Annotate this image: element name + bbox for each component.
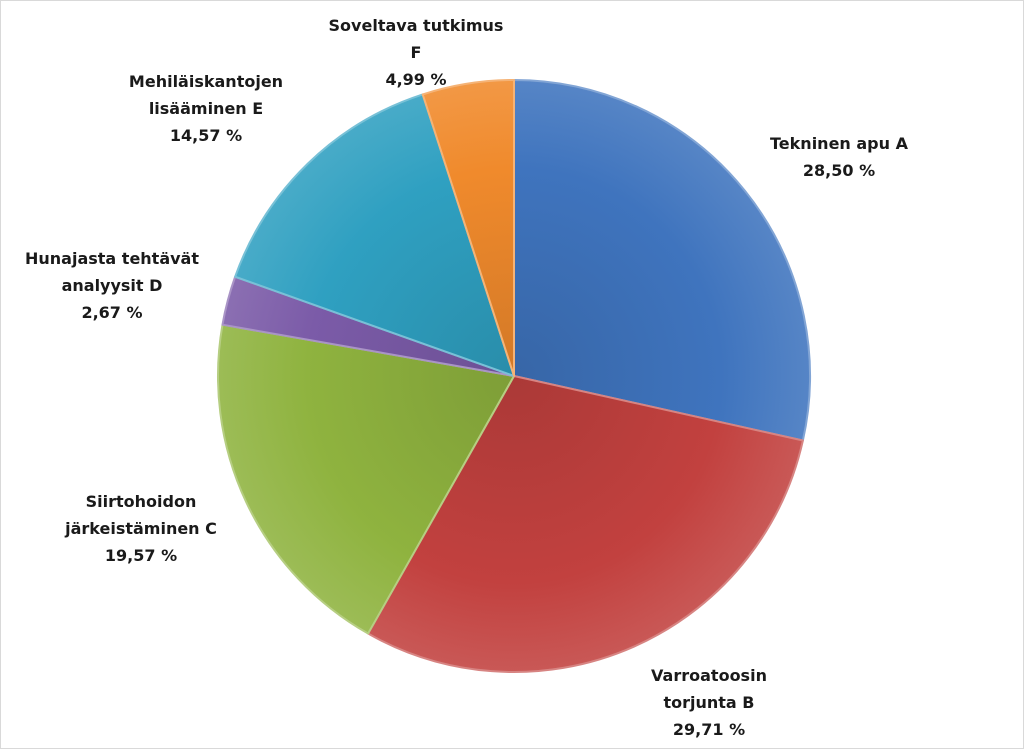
slice-label-line: järkeistäminen C (65, 519, 217, 538)
slice-value: 19,57 % (104, 546, 178, 565)
slice-label-6 (329, 16, 504, 89)
slice-value: 28,50 % (802, 161, 876, 180)
slice-label-line: Siirtohoidon (85, 492, 197, 511)
slice-label-line: F (410, 43, 422, 62)
slice-label-line: analyysit D (61, 276, 163, 295)
slice-label-3 (64, 492, 217, 565)
pie-chart (1, 1, 1024, 750)
slice-label-1 (770, 134, 909, 180)
slice-label-line: Tekninen apu A (770, 134, 908, 153)
slice-value: 2,67 % (81, 303, 143, 322)
slice-value: 29,71 % (672, 720, 746, 739)
slice-label-line: lisääminen E (148, 99, 264, 118)
slice-value: 4,99 % (385, 70, 447, 89)
slice-value: 14,57 % (169, 126, 243, 145)
slice-label-4 (25, 249, 199, 322)
slice-label-2 (651, 666, 767, 739)
slice-label-line: Soveltava tutkimus (328, 16, 504, 35)
slice-label-5 (129, 72, 283, 145)
slice-label-line: torjunta B (663, 693, 755, 712)
slice-label-line: Hunajasta tehtävät (25, 249, 199, 268)
slice-label-line: Varroatoosin (651, 666, 767, 685)
slice-label-line: Mehiläiskantojen (128, 72, 284, 91)
